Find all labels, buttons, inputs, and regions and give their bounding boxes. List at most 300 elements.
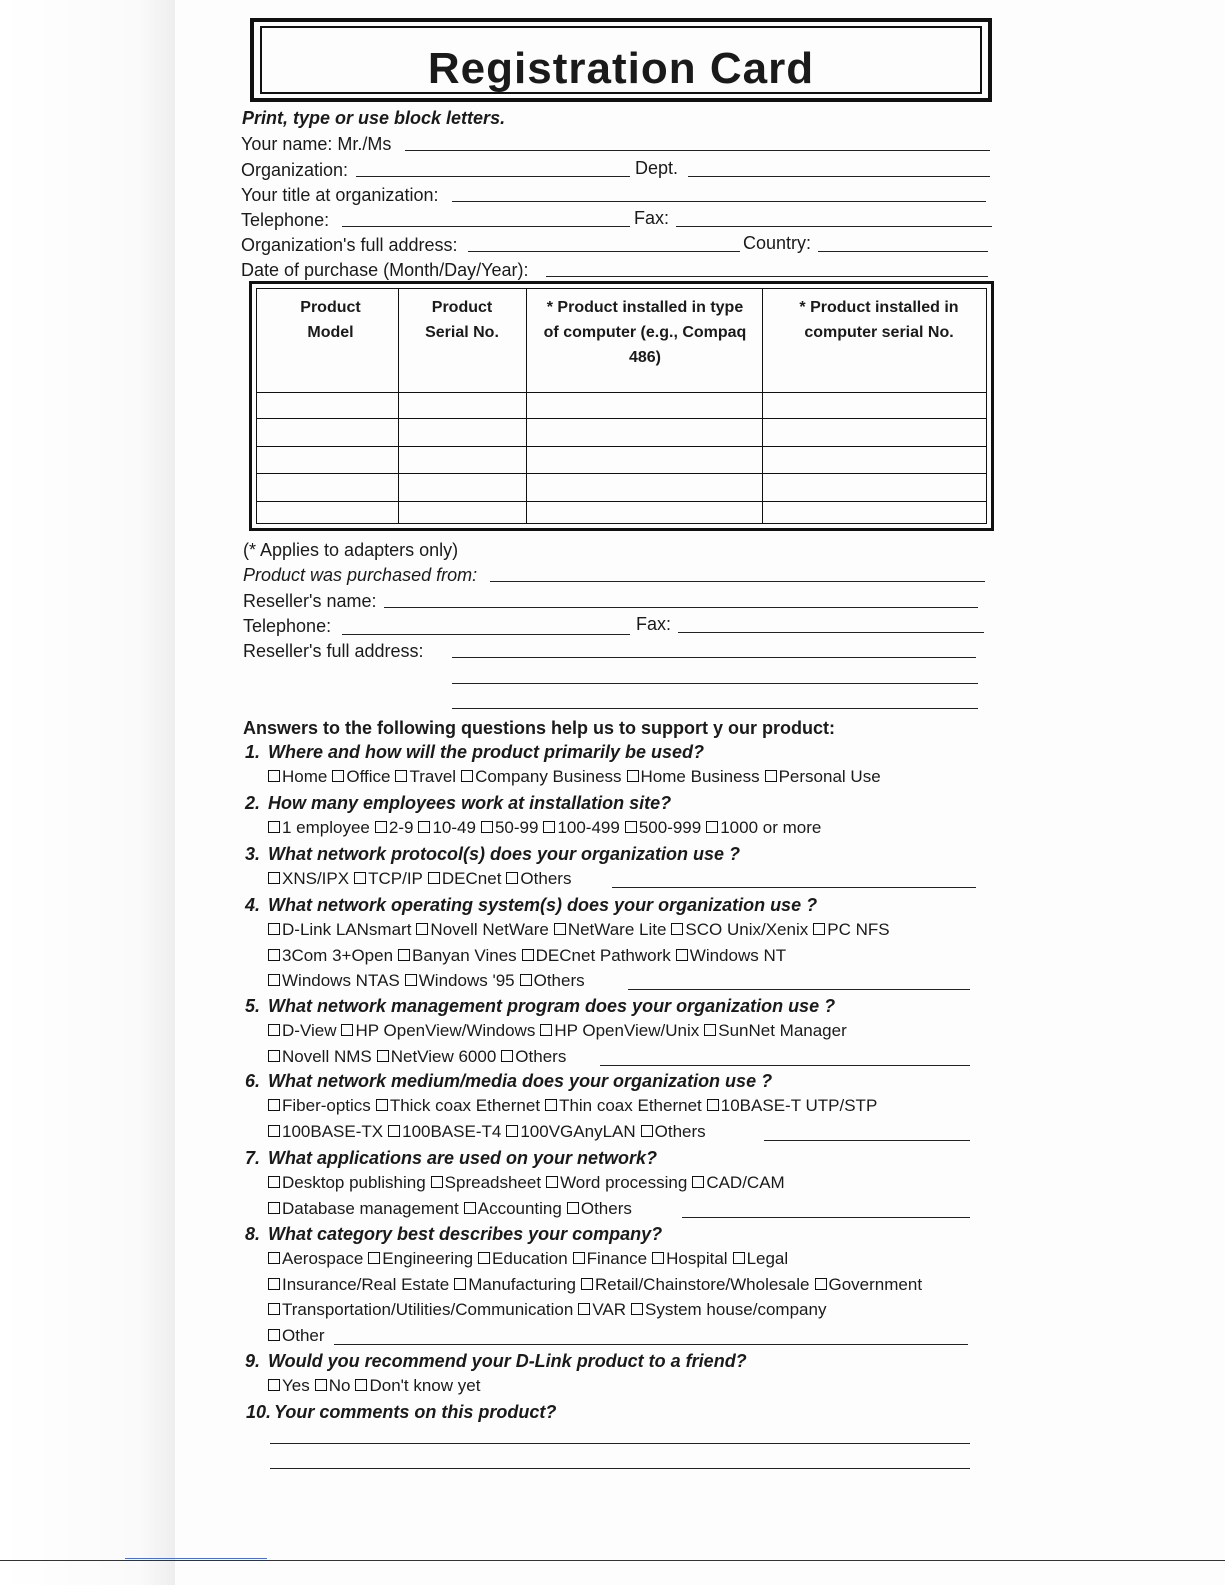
- option-label: 10-49: [432, 818, 476, 837]
- option-item[interactable]: [268, 1249, 363, 1268]
- option-item[interactable]: [671, 920, 808, 939]
- dept-label: Dept.: [635, 158, 679, 178]
- question-number: 1.: [245, 742, 261, 762]
- checkbox-icon[interactable]: [268, 923, 280, 935]
- option-label: Transportation/Utilities/Communication: [282, 1300, 574, 1319]
- checkbox-icon[interactable]: [706, 821, 718, 833]
- option-label: NetWare Lite: [567, 920, 667, 939]
- option-item[interactable]: [431, 1173, 541, 1192]
- checkbox-icon[interactable]: [692, 1176, 704, 1188]
- option-item[interactable]: [464, 1199, 562, 1218]
- question-number: 4.: [245, 895, 261, 915]
- option-row: [268, 1300, 831, 1320]
- option-item[interactable]: [268, 1096, 371, 1115]
- question-number: 5.: [245, 996, 261, 1016]
- organization-field[interactable]: [356, 176, 630, 177]
- option-label: Home: [282, 767, 328, 786]
- option-item[interactable]: [454, 1275, 576, 1294]
- option-row: [268, 1275, 927, 1295]
- option-item[interactable]: [268, 1300, 573, 1319]
- option-label: Personal Use: [778, 767, 881, 786]
- option-item[interactable]: [405, 971, 515, 990]
- option-label: Finance: [586, 1249, 648, 1268]
- option-item[interactable]: [641, 1122, 706, 1141]
- option-label: Engineering: [382, 1249, 474, 1268]
- option-item[interactable]: [341, 1021, 535, 1040]
- option-item[interactable]: [268, 1021, 336, 1040]
- header-serial-no: Product Serial No.: [425, 299, 499, 341]
- checkbox-icon[interactable]: [501, 1050, 513, 1062]
- table-row-divider: [257, 418, 986, 419]
- option-row: [268, 1249, 793, 1269]
- option-label: Hospital: [666, 1249, 728, 1268]
- checkbox-icon[interactable]: [815, 1278, 827, 1290]
- option-label: 100BASE-T4: [402, 1121, 502, 1141]
- checkbox-icon[interactable]: [268, 1125, 280, 1137]
- option-item[interactable]: [554, 920, 667, 939]
- option-item[interactable]: [355, 1376, 480, 1395]
- reseller-telephone-field[interactable]: [342, 634, 630, 635]
- checkbox-icon[interactable]: [395, 770, 407, 782]
- option-item[interactable]: [543, 818, 619, 837]
- option-label: Fiber-optics: [282, 1096, 371, 1115]
- checkbox-icon[interactable]: [268, 821, 280, 833]
- others-field[interactable]: [612, 887, 976, 888]
- option-item[interactable]: [540, 1021, 699, 1040]
- table-row-divider: [257, 501, 986, 502]
- option-item[interactable]: [416, 920, 548, 939]
- option-label: Others: [533, 971, 585, 990]
- question-number: 7.: [245, 1148, 261, 1168]
- option-item[interactable]: [315, 1376, 351, 1395]
- option-label: Accounting: [477, 1198, 562, 1218]
- option-row: [268, 971, 590, 991]
- option-item[interactable]: [506, 869, 571, 888]
- checkbox-icon[interactable]: [707, 1099, 719, 1111]
- purchase-date-label: Date of purchase (Month/Day/Year):: [241, 260, 529, 280]
- option-item[interactable]: [268, 1199, 459, 1218]
- question-text: How many employees work at installation site?: [268, 793, 672, 813]
- option-item[interactable]: [268, 1047, 372, 1066]
- checkbox-icon[interactable]: [478, 1252, 490, 1264]
- checkbox-icon[interactable]: [573, 1252, 585, 1264]
- question-text: What category best describes your company?: [268, 1224, 663, 1244]
- checkbox-icon[interactable]: [641, 1125, 653, 1137]
- checkbox-icon[interactable]: [332, 770, 344, 782]
- title-box: [250, 18, 992, 102]
- checkbox-icon[interactable]: [268, 872, 280, 884]
- question-number: 6.: [245, 1071, 261, 1091]
- checkbox-icon[interactable]: [545, 1099, 557, 1111]
- option-label: Education: [492, 1249, 568, 1268]
- option-item[interactable]: [268, 1326, 325, 1345]
- option-label: Desktop publishing: [282, 1173, 426, 1192]
- reseller-address-field-3[interactable]: [452, 708, 978, 709]
- product-table-grid: [256, 288, 987, 524]
- checkbox-icon[interactable]: [454, 1278, 466, 1290]
- option-label: Word processing: [560, 1173, 688, 1192]
- checkbox-icon[interactable]: [464, 1202, 476, 1214]
- name-field[interactable]: [405, 150, 990, 151]
- option-item[interactable]: [268, 1173, 426, 1192]
- option-label: 500-999: [638, 818, 702, 837]
- option-item[interactable]: [388, 1122, 501, 1141]
- checkbox-icon[interactable]: [388, 1125, 400, 1137]
- address-field[interactable]: [468, 251, 740, 252]
- option-item[interactable]: [501, 1047, 566, 1066]
- option-item[interactable]: [268, 818, 370, 837]
- option-label: HP OpenView/Unix: [554, 1021, 700, 1040]
- purchase-date-field[interactable]: [546, 276, 988, 277]
- checkbox-icon[interactable]: [431, 1176, 443, 1188]
- option-label: Home Business: [640, 767, 760, 786]
- telephone-label: Telephone:: [241, 210, 330, 230]
- option-label: 1000 or more: [720, 818, 822, 837]
- country-field[interactable]: [818, 251, 988, 252]
- option-label: 1 employee: [282, 818, 370, 837]
- checkbox-icon[interactable]: [676, 949, 688, 961]
- option-item[interactable]: [418, 818, 475, 837]
- option-label: Windows '95: [418, 971, 515, 990]
- checkbox-icon[interactable]: [268, 1024, 280, 1036]
- option-label: Aerospace: [282, 1249, 364, 1268]
- option-item[interactable]: [707, 1096, 878, 1115]
- checkbox-icon[interactable]: [765, 770, 777, 782]
- option-item[interactable]: [375, 818, 414, 837]
- question-text: What applications are used on your network?: [268, 1148, 658, 1168]
- checkbox-icon[interactable]: [627, 770, 639, 782]
- option-row: [268, 1021, 852, 1041]
- option-item[interactable]: [398, 946, 517, 965]
- table-col-divider: [762, 289, 763, 523]
- question-number: 9.: [245, 1351, 261, 1371]
- checkbox-icon[interactable]: [268, 1252, 280, 1264]
- option-item[interactable]: [395, 767, 456, 786]
- option-label: HP OpenView/Windows: [355, 1021, 536, 1040]
- option-item[interactable]: [268, 920, 411, 939]
- page-title: Registration Card: [427, 44, 815, 93]
- name-label: Your name: Mr./Ms: [241, 134, 392, 154]
- checkbox-icon[interactable]: [520, 974, 532, 986]
- checkbox-icon[interactable]: [652, 1252, 664, 1264]
- option-item[interactable]: [627, 767, 760, 786]
- checkbox-icon[interactable]: [540, 1024, 552, 1036]
- option-row: [268, 1326, 330, 1346]
- checkbox-icon[interactable]: [376, 1099, 388, 1111]
- option-label: Government: [828, 1274, 923, 1294]
- checkbox-icon[interactable]: [733, 1252, 745, 1264]
- telephone-field[interactable]: [342, 226, 630, 227]
- option-label: Travel: [409, 767, 457, 786]
- checkbox-icon[interactable]: [268, 1050, 280, 1062]
- option-label: 10BASE-T UTP/STP: [720, 1096, 878, 1115]
- checkbox-icon[interactable]: [461, 770, 473, 782]
- option-item[interactable]: [332, 767, 390, 786]
- option-item[interactable]: [520, 971, 585, 990]
- organization-label: Organization:: [241, 160, 349, 180]
- fax-label: Fax:: [634, 208, 670, 228]
- option-label: 2-9: [388, 818, 414, 837]
- checkbox-icon[interactable]: [355, 1379, 367, 1391]
- title-inner-frame: [260, 26, 982, 94]
- checkbox-icon[interactable]: [268, 949, 280, 961]
- header-product-model: Product Model: [300, 299, 361, 341]
- checkbox-icon[interactable]: [522, 949, 534, 961]
- option-label: Yes: [282, 1376, 310, 1395]
- option-item[interactable]: [652, 1249, 727, 1268]
- option-item[interactable]: [578, 1300, 626, 1319]
- option-item[interactable]: [815, 1275, 923, 1294]
- question-text: What network medium/media does your organization use ?: [268, 1071, 773, 1091]
- checkbox-icon[interactable]: [581, 1278, 593, 1290]
- option-item[interactable]: [461, 767, 621, 786]
- option-item[interactable]: [481, 818, 538, 837]
- option-label: 3Com 3+Open: [282, 945, 394, 965]
- checkbox-icon[interactable]: [554, 923, 566, 935]
- option-label: Others: [580, 1198, 632, 1218]
- option-item[interactable]: [546, 1173, 687, 1192]
- checkbox-icon[interactable]: [567, 1202, 579, 1214]
- option-label: Retail/Chainstore/Wholesale: [595, 1274, 810, 1294]
- option-item[interactable]: [376, 1096, 540, 1115]
- checkbox-icon[interactable]: [631, 1303, 643, 1315]
- option-label: Others: [654, 1121, 706, 1141]
- table-header-divider: [257, 392, 986, 393]
- option-row: [268, 818, 826, 838]
- option-label: Novell NetWare: [430, 920, 549, 939]
- option-label: Manufacturing: [468, 1274, 576, 1294]
- option-label: 50-99: [494, 818, 539, 837]
- option-row: [268, 767, 886, 787]
- option-item[interactable]: [692, 1173, 784, 1192]
- others-field[interactable]: [682, 1217, 970, 1218]
- option-item[interactable]: [268, 767, 327, 786]
- checkbox-icon[interactable]: [268, 974, 280, 986]
- reseller-name-label: Reseller's name:: [243, 591, 377, 611]
- option-label: 100BASE-TX: [282, 1121, 384, 1141]
- question-number: 10.: [246, 1402, 272, 1422]
- checkbox-icon[interactable]: [671, 923, 683, 935]
- option-item[interactable]: [631, 1300, 826, 1319]
- comments-field-2[interactable]: [270, 1468, 970, 1469]
- option-item[interactable]: [377, 1047, 497, 1066]
- checkbox-icon[interactable]: [418, 821, 430, 833]
- table-row-divider: [257, 473, 986, 474]
- option-label: CAD/CAM: [706, 1173, 785, 1192]
- checkbox-icon[interactable]: [377, 1050, 389, 1062]
- question-text: Would you recommend your D-Link product to a friend?: [268, 1351, 747, 1371]
- option-label: Database management: [282, 1198, 459, 1218]
- checkbox-icon[interactable]: [704, 1024, 716, 1036]
- option-label: Others: [515, 1046, 567, 1066]
- reseller-name-field[interactable]: [384, 607, 978, 608]
- option-label: Company Business: [475, 767, 622, 786]
- option-item[interactable]: [676, 946, 786, 965]
- option-item[interactable]: [268, 869, 349, 888]
- others-field[interactable]: [600, 1065, 970, 1066]
- option-label: Spreadsheet: [444, 1173, 542, 1192]
- header-computer-serial: * Product installed in computer serial No.: [799, 299, 959, 341]
- checkbox-icon[interactable]: [268, 1176, 280, 1188]
- option-row: [268, 1096, 882, 1116]
- others-field[interactable]: [628, 989, 970, 990]
- option-item[interactable]: [706, 818, 821, 837]
- option-item[interactable]: [581, 1275, 810, 1294]
- checkbox-icon[interactable]: [546, 1176, 558, 1188]
- question-number: 8.: [245, 1224, 261, 1244]
- option-row: [268, 869, 576, 889]
- table-col-divider: [398, 289, 399, 523]
- checkbox-icon[interactable]: [268, 1278, 280, 1290]
- question-number: 2.: [245, 793, 261, 813]
- option-label: 100-499: [557, 818, 620, 837]
- option-label: DECnet: [441, 869, 502, 888]
- option-item[interactable]: [354, 869, 423, 888]
- checkbox-icon[interactable]: [481, 821, 493, 833]
- header-computer-type: * Product installed in type of computer (e.g., Compaq 486): [543, 299, 747, 366]
- option-item[interactable]: [733, 1249, 789, 1268]
- title-at-org-field[interactable]: [452, 201, 986, 202]
- checkbox-icon[interactable]: [506, 1125, 518, 1137]
- option-row: [268, 1173, 790, 1193]
- option-label: D-Link LANsmart: [282, 920, 412, 939]
- option-row: [268, 1376, 485, 1396]
- option-item[interactable]: [506, 1122, 635, 1141]
- checkbox-icon[interactable]: [315, 1379, 327, 1391]
- others-field[interactable]: [334, 1344, 968, 1345]
- option-label: VAR: [592, 1300, 627, 1319]
- checkbox-icon[interactable]: [506, 872, 518, 884]
- option-row: [268, 946, 791, 966]
- others-field[interactable]: [764, 1140, 970, 1141]
- purchased-from-label: Product was purchased from:: [243, 565, 478, 585]
- title-at-org-label: Your title at organization:: [241, 185, 439, 205]
- footer-line-accent: [125, 1558, 267, 1559]
- country-label: Country:: [743, 233, 812, 253]
- option-label: No: [328, 1376, 351, 1395]
- checkbox-icon[interactable]: [398, 949, 410, 961]
- address-label: Organization's full address:: [241, 235, 458, 255]
- option-item[interactable]: [522, 946, 671, 965]
- checkbox-icon[interactable]: [268, 1303, 280, 1315]
- page-shadow: [0, 0, 175, 1585]
- reseller-fax-label: Fax:: [636, 614, 672, 634]
- option-row: [268, 1047, 571, 1067]
- option-item[interactable]: [545, 1096, 702, 1115]
- option-label: Windows NTAS: [282, 971, 400, 990]
- reseller-fax-field[interactable]: [678, 632, 984, 633]
- option-label: Legal: [746, 1249, 789, 1268]
- option-item[interactable]: [765, 767, 881, 786]
- instruction: Print, type or use block letters.: [242, 108, 506, 128]
- option-label: Others: [520, 869, 572, 888]
- checkbox-icon[interactable]: [268, 1329, 280, 1341]
- checkbox-icon[interactable]: [354, 872, 366, 884]
- question-text: What network protocol(s) does your organization use ?: [268, 844, 741, 864]
- checkbox-icon[interactable]: [416, 923, 428, 935]
- option-item[interactable]: [268, 971, 400, 990]
- option-item[interactable]: [368, 1249, 473, 1268]
- reseller-telephone-label: Telephone:: [243, 616, 332, 636]
- checkbox-icon[interactable]: [405, 974, 417, 986]
- option-label: Novell NMS: [282, 1046, 372, 1066]
- option-item[interactable]: [567, 1199, 632, 1218]
- footer-line: [0, 1560, 1225, 1561]
- checkbox-icon[interactable]: [368, 1252, 380, 1264]
- option-label: System house/company: [645, 1300, 827, 1319]
- checkbox-icon[interactable]: [268, 1099, 280, 1111]
- checkbox-icon[interactable]: [428, 872, 440, 884]
- reseller-address-field-2[interactable]: [452, 683, 978, 684]
- question-number: 3.: [245, 844, 261, 864]
- option-label: D-View: [282, 1021, 337, 1040]
- option-label: NetView 6000: [390, 1046, 497, 1066]
- option-label: Windows NT: [689, 945, 787, 965]
- option-label: Don't know yet: [369, 1376, 481, 1395]
- option-item[interactable]: [704, 1021, 847, 1040]
- option-item[interactable]: [268, 946, 393, 965]
- option-label: Thick coax Ethernet: [389, 1096, 541, 1115]
- question-text: Your comments on this product?: [274, 1402, 557, 1422]
- option-label: PC NFS: [827, 920, 890, 939]
- option-label: Thin coax Ethernet: [559, 1096, 702, 1115]
- option-item[interactable]: [268, 1275, 449, 1294]
- option-row: [268, 1199, 637, 1219]
- fax-field[interactable]: [676, 226, 992, 227]
- reseller-address-label: Reseller's full address:: [243, 641, 424, 661]
- option-item[interactable]: [268, 1122, 383, 1141]
- option-label: SunNet Manager: [718, 1021, 847, 1040]
- checkbox-icon[interactable]: [341, 1024, 353, 1036]
- option-label: DECnet Pathwork: [535, 945, 671, 965]
- checkbox-icon[interactable]: [813, 923, 825, 935]
- option-label: TCP/IP: [368, 869, 423, 888]
- option-label: SCO Unix/Xenix: [685, 920, 809, 939]
- option-row: [268, 1122, 711, 1142]
- questions-intro: Answers to the following questions help us to support y our product:: [243, 718, 835, 738]
- comments-field[interactable]: [270, 1443, 970, 1444]
- option-label: Banyan Vines: [412, 945, 517, 965]
- option-label: Office: [346, 767, 391, 786]
- adapter-note: (* Applies to adapters only): [243, 540, 459, 560]
- checkbox-icon[interactable]: [268, 1202, 280, 1214]
- option-item[interactable]: [573, 1249, 647, 1268]
- dept-field[interactable]: [688, 176, 990, 177]
- option-item[interactable]: [625, 818, 701, 837]
- question-text: Where and how will the product primarily be used?: [268, 742, 705, 762]
- table-row-divider: [257, 446, 986, 447]
- checkbox-icon[interactable]: [543, 821, 555, 833]
- checkbox-icon[interactable]: [578, 1303, 590, 1315]
- option-label: Insurance/Real Estate: [282, 1274, 450, 1294]
- option-item[interactable]: [428, 869, 502, 888]
- reseller-address-field[interactable]: [452, 657, 976, 658]
- product-table: [249, 281, 994, 531]
- option-label: XNS/IPX: [282, 869, 350, 888]
- checkbox-icon[interactable]: [268, 1379, 280, 1391]
- question-text: What network operating system(s) does your organization use ?: [268, 895, 818, 915]
- option-row: [268, 920, 895, 940]
- option-item[interactable]: [478, 1249, 568, 1268]
- checkbox-icon[interactable]: [625, 821, 637, 833]
- option-item[interactable]: [268, 1376, 310, 1395]
- option-label: Other: [282, 1325, 325, 1345]
- checkbox-icon[interactable]: [375, 821, 387, 833]
- checkbox-icon[interactable]: [268, 770, 280, 782]
- option-item[interactable]: [813, 920, 889, 939]
- purchased-from-field[interactable]: [490, 581, 985, 582]
- option-label: 100VGAnyLAN: [520, 1121, 636, 1141]
